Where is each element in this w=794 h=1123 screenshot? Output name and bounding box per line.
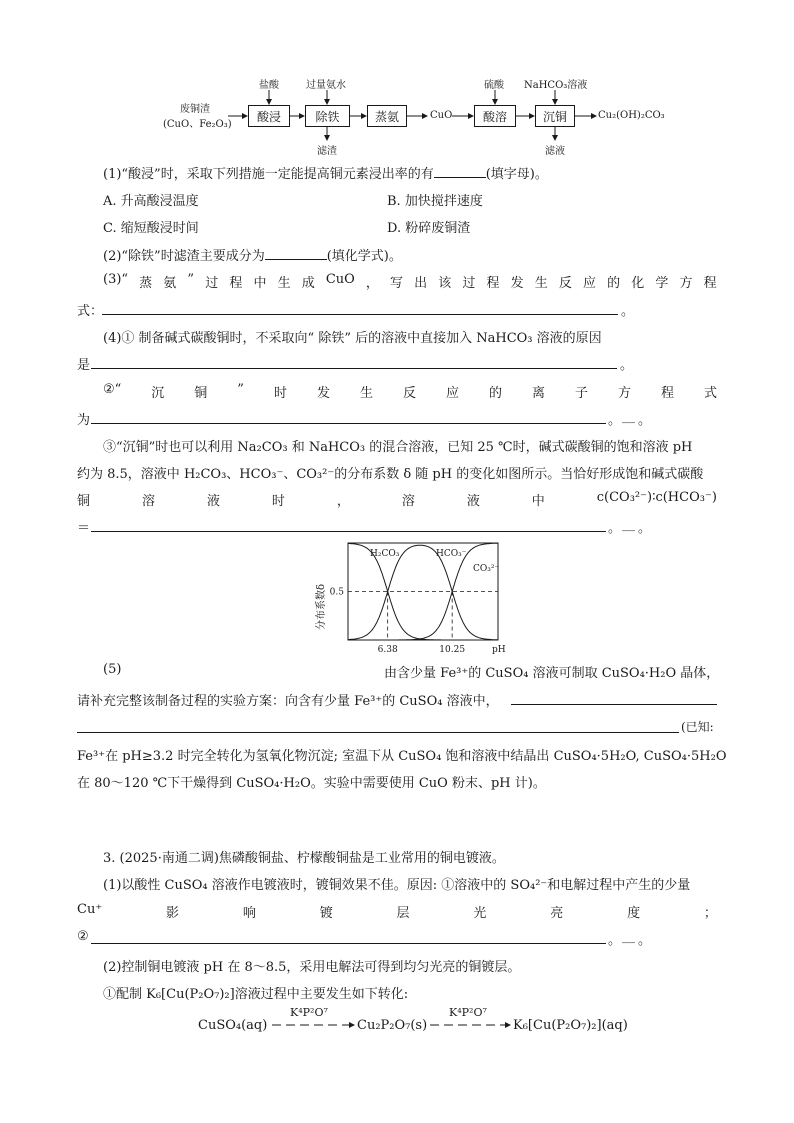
q5-line5: 在 80～120 ℃下干燥得到 CuSO₄·H₂O。实验中需要使用 CuO 粉末、pH 计)。 xyxy=(77,776,546,791)
output-residue: 滤渣 xyxy=(317,146,337,157)
q2-answer-blank[interactable] xyxy=(265,247,327,260)
intermediate-cuo: CuO xyxy=(430,110,453,121)
q1-option-a: A. 升高酸浸温度 xyxy=(103,194,199,209)
chart-plot-area xyxy=(330,543,506,655)
series-curve-1 xyxy=(348,545,498,640)
q4-p3-line1: ③“沉铜”时也可以利用 Na₂CO₃ 和 NaHCO₃ 的混合溶液，已知 25 ℃时，碱式碳酸铜的饱和溶液 pH xyxy=(103,440,693,455)
q1-stem: (1)“酸浸”时，采取下列措施一定能提高铜元素浸出率的有 (填字母)。 xyxy=(103,167,548,182)
q4-p3-line3: 铜 溶 液 时 ， 溶 液 中 c(CO₃²⁻)∶c(HCO₃⁻) xyxy=(77,490,717,509)
q4-p3-stop: 。 xyxy=(638,521,652,536)
input-sulfuric: 硫酸 xyxy=(484,80,504,91)
x-tick-label: 10.25 xyxy=(439,645,466,655)
step-acid-dissolve: 酸溶 xyxy=(474,105,516,127)
q4-p2-line2-label: 为 xyxy=(77,413,91,428)
input-hcl: 盐酸 xyxy=(259,80,279,91)
q4-p1-text: (4)① 制备碱式碳酸铜时，不采取向“ 除铁” 后的溶液中直接加入 NaHCO₃ 溶液的原因 xyxy=(103,331,602,346)
input-ammonia: 过量氨水 xyxy=(306,80,346,91)
series-label-1: HCO₃⁻ xyxy=(436,549,467,559)
eq-reagent-2: K⁴P²O⁷ xyxy=(449,1006,487,1019)
q3-answer-line[interactable] xyxy=(102,314,618,315)
p3-sub2-item: ①配制 K₆[Cu(P₂O₇)₂]溶液过程中主要发生如下转化: xyxy=(103,987,409,1002)
distribution-chart xyxy=(310,538,510,658)
q4-p1-line2-label: 是 xyxy=(77,358,91,373)
feed-line2: (CuO、Fe₂O₃) xyxy=(163,119,232,130)
q5-answer-line1[interactable] xyxy=(511,704,717,705)
step-acid-leach: 酸浸 xyxy=(248,105,290,127)
chart-y-axis-label: 分布系数δ xyxy=(316,583,327,630)
q1-answer-blank[interactable] xyxy=(434,165,486,178)
x-axis-label: pH xyxy=(492,645,506,655)
p3-sub1-period: 。 xyxy=(608,933,622,948)
eq-reagent-1: K⁴P²O⁷ xyxy=(290,1006,328,1019)
eq-arrows xyxy=(0,1015,794,1035)
q4-p1-period: 。 xyxy=(620,358,634,373)
eq-end: K₆[Cu(P₂O₇)₂](aq) xyxy=(513,1018,628,1033)
q4-p2-period: 。 xyxy=(608,413,622,428)
q4-p3-answer-line[interactable] xyxy=(91,531,606,532)
q4-p2-stop: 。 xyxy=(638,413,652,428)
q5-answer-line2[interactable] xyxy=(77,732,679,733)
series-label-0: H₂CO₃ xyxy=(370,549,400,559)
q4-p2-line1: ②“ 沉 铜 ” 时 发 生 反 应 的 离 子 方 程 式 xyxy=(103,382,717,401)
step-steam-ammonia: 蒸氨 xyxy=(367,105,407,127)
input-nahco3: NaHCO₃溶液 xyxy=(524,80,588,91)
q3-period: 。 xyxy=(621,304,635,319)
q5-line4: Fe³⁺在 pH≥3.2 时完全转化为氢氧化物沉淀; 室温下从 CuSO₄ 饱和溶液中结晶出 CuSO₄·5H₂O, CuSO₄·5H₂O xyxy=(77,749,727,764)
output-filtrate: 滤液 xyxy=(545,146,565,157)
q5-label: (5) xyxy=(103,662,122,677)
series-label-2: CO₃²⁻ xyxy=(473,564,500,574)
p3-sub1-stop: 。 xyxy=(638,933,652,948)
x-tick-label: 6.38 xyxy=(377,645,398,655)
q3-line2-label: 式： xyxy=(77,304,104,319)
q4-p3-line2: 约为 8.5，溶液中 H₂CO₃、HCO₃⁻、CO₃²⁻的分布系数 δ 随 pH 的变化如图所示。当恰好形成饱和碱式碳酸 xyxy=(77,467,704,482)
feed-line1: 废铜渣 xyxy=(180,104,210,115)
q4-p2-dash: __ xyxy=(622,409,635,424)
q5-line2: 请补充完整该制备过程的实验方案：向含有少量 Fe³⁺的 CuSO₄ 溶液中， xyxy=(77,694,499,709)
eq-start: CuSO₄(aq) xyxy=(198,1018,268,1033)
y-tick-label: 0.5 xyxy=(329,587,344,598)
q4-p3-dash: __ xyxy=(622,517,635,532)
p3-sub2: (2)控制铜电镀液 pH 在 8～8.5，采用电解法可得到均匀光亮的铜镀层。 xyxy=(103,960,521,975)
p3-sub1-line2: Cu⁺ 影 响 镀 层 光 亮 度 ； xyxy=(77,902,717,921)
q1-option-c: C. 缩短酸浸时间 xyxy=(103,221,199,236)
step-remove-iron: 除铁 xyxy=(305,105,350,127)
q1-option-b: B. 加快搅拌速度 xyxy=(387,194,483,209)
q4-p3-period: 。 xyxy=(608,521,622,536)
eq-mid: Cu₂P₂O₇(s) xyxy=(357,1018,428,1033)
q4-p1-answer-line[interactable] xyxy=(91,368,617,369)
q5-line1: 由含少量 Fe³⁺的 CuSO₄ 溶液可制取 CuSO₄·H₂O 晶体， xyxy=(384,666,720,681)
q4-p2-answer-line[interactable] xyxy=(91,423,606,424)
q1-option-d: D. 粉碎废铜渣 xyxy=(387,221,471,236)
p3-header: 3. (2025·南通二调)焦磷酸铜盐、柠檬酸铜盐是工业常用的铜电镀液。 xyxy=(103,851,505,866)
p3-sub1-line1: (1)以酸性 CuSO₄ 溶液作电镀液时，镀铜效果不佳。原因: ①溶液中的 SO₄²⁻和电解过程中产生的少量 xyxy=(103,878,691,893)
product: Cu₂(OH)₂CO₃ xyxy=(598,110,665,121)
q2-stem: (2)“除铁”时滤渣主要成分为 (填化学式)。 xyxy=(103,249,402,264)
q5-line3-tail: (已知: xyxy=(681,720,714,734)
flow-arrows xyxy=(0,0,794,160)
q4-p3-line4-label: ＝ xyxy=(77,521,91,536)
q3-line1: (3)“ 蒸 氨 ” 过 程 中 生 成 CuO ， 写 出 该 过 程 发 生 反 应 的 化 学 方 程 xyxy=(103,272,717,291)
step-precipitate-copper: 沉铜 xyxy=(535,105,575,127)
p3-sub1-line3-label: ② xyxy=(77,929,89,944)
p3-sub1-dash: __ xyxy=(622,929,635,944)
p3-sub1-answer-line[interactable] xyxy=(91,943,606,944)
